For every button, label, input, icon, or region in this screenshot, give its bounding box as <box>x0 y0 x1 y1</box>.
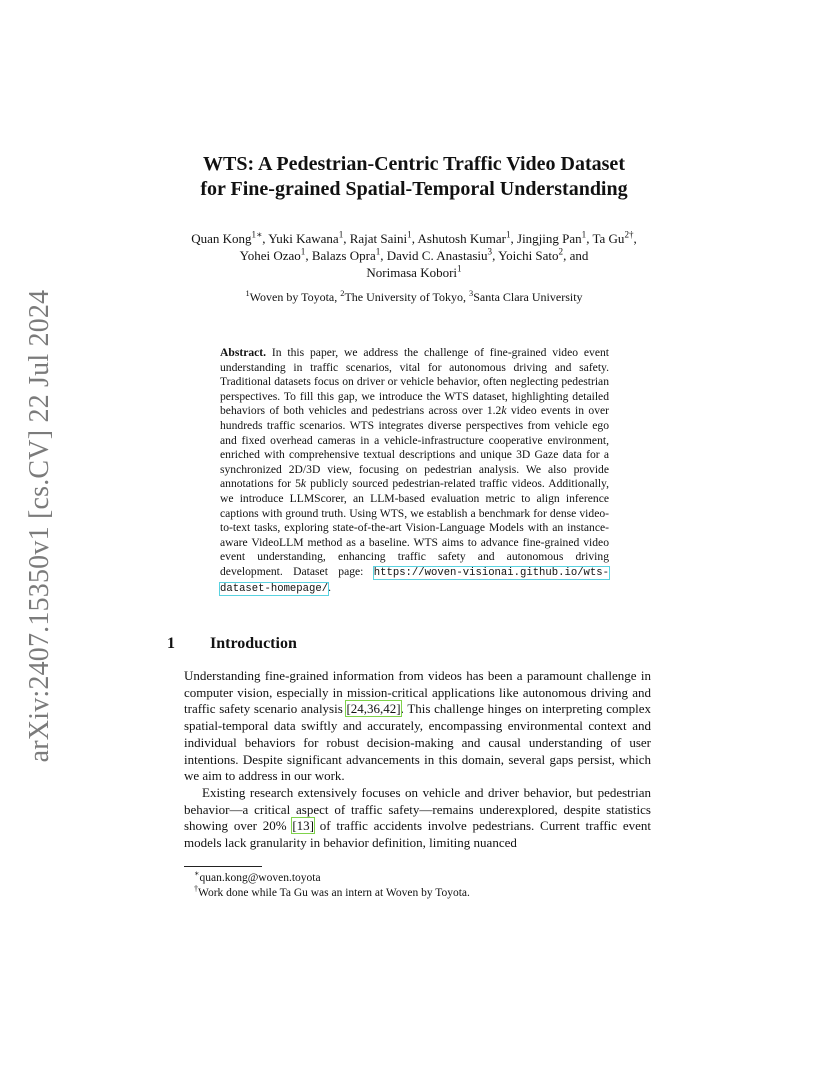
abstract: Abstract. In this paper, we address the challenge of fine-grained video event understanding in traffic scenarios, vital for autonomous driving and safety. Traditional datasets focus on driver or vehicle behavior, often neglecting pedestrian perspectives. To fill this gap, we introduce the WTS dataset, highlighting detailed behaviors of both vehicles and pedestrians across over 1.2k video events in over hundreds traffic scenarios. WTS integrates diverse perspectives from vehicle ego and fixed overhead cameras in a vehicle-infrastructure cooperative environment, enriched with comprehensive textual descriptions and unique 3D Gaze data for a synchronized 2D/3D view, focusing on pedestrian analysis. We also provide annotations for 5k publicly sourced pedestrian-related traffic videos. Additionally, we introduce LLMScorer, an LLM-based evaluation metric to align inference captions with ground truth. Using WTS, we establish a benchmark for dense video-to-text tasks, exploring state-of-the-art Vision-Language Models with an instance-aware VideoLLM method as a baseline. WTS aims to advance fine-grained video event understanding, enhancing traffic safety and autonomous driving development. Dataset page: https://woven-visionai.github.io/wts-dataset-homepage/. <box>220 346 609 595</box>
author: Jingjing Pan$^1$ <box>517 229 587 246</box>
introduction-text <box>184 668 651 852</box>
author: Norimasa Kobori$^1$ <box>366 263 462 280</box>
authors-and: and <box>569 248 589 263</box>
arxiv-identifier <box>24 289 56 763</box>
affiliation: Santa Clara University <box>473 290 583 304</box>
section-title: Introduction <box>210 635 297 652</box>
affiliations: $^1$Woven by Toyota, $^2$The University of Tokyo, $^3$Santa Clara University <box>245 289 583 304</box>
author: Quan Kong$^{1∗}$ <box>191 229 263 246</box>
author: Yuki Kawana$^1$ <box>268 229 344 246</box>
author: Balazs Opra$^1$ <box>311 246 381 263</box>
abstract-label: Abstract. <box>220 346 267 359</box>
footnote: ∗quan.kong@woven.toyota <box>194 869 321 884</box>
author: Yohei Ozao$^1$ <box>239 246 306 263</box>
paragraph: Existing research extensively focuses on vehicle and driver behavior, but pedestrian behavior—a critical aspect of traffic safety—remains underexplored, despite statistics showing over 20% [13] of traffic accidents involve pedestrians. Current traffic event models lack granularity in behavior definition, limiting nuanced <box>184 784 651 851</box>
title-line-2: for Fine-grained Spatial-Temporal Understanding <box>200 178 628 200</box>
dataset-homepage-link[interactable]: https://woven-visionai.github.io/wts-dataset-homepage/ <box>220 566 609 595</box>
author: Yoichi Sato$^2$ <box>498 246 564 263</box>
footnotes <box>190 871 650 901</box>
section-heading <box>167 634 661 654</box>
affiliation: Woven by Toyota <box>249 290 335 304</box>
paper-title <box>150 152 678 202</box>
citation-link[interactable]: [24,36,42] <box>346 701 401 717</box>
author: Rajat Saini$^1$ <box>349 229 412 246</box>
arxiv-label: arXiv:2407.15350v1 [cs.CV] 22 Jul 2024 <box>24 289 55 763</box>
affiliation: The University of Tokyo <box>344 290 464 304</box>
author: Ta $Gu^{2\dagger}$ <box>592 229 634 246</box>
author: David C. Anastasiu$^3$ <box>386 246 493 263</box>
author: Ashutosh Kumar$^1$ <box>417 229 511 246</box>
title-line-1: WTS: A Pedestrian-Centric Traffic Video Dataset <box>203 153 625 175</box>
citation-link[interactable]: [13] <box>292 818 314 834</box>
paragraph: Understanding fine-grained information from videos has been a paramount challenge in computer vision, especially in mission-critical applications like autonomous driving and traffic safety scenario analysis [24,36,42]. This challenge hinges on interpreting complex spatial-temporal data swiftly and accurately, encompassing environmental context and individual behaviors for robust decision-making and causal understanding of user intentions. Despite significant advancements in this domain, several gaps persist, which we aim to address in our work. <box>184 668 651 784</box>
footnote-rule <box>184 866 262 867</box>
section-number: 1 <box>167 635 175 652</box>
footnote: †Work done while Ta Gu was an intern at Woven by Toyota. <box>194 884 470 899</box>
author-list: Quan Kong$^{1∗}$, Yuki Kawana$^1$, Rajat Saini$^1$, Ashutosh Kumar$^1$, Jingjing Pan$^1$, Ta $Gu^{2\dagger}$, Yohei Ozao$^1$, Balazs Opra$^1$, David C. Anastasiu$^3$, Yoichi Sato$^2$, and Norimasa Kobori$^1$ <box>191 229 637 280</box>
